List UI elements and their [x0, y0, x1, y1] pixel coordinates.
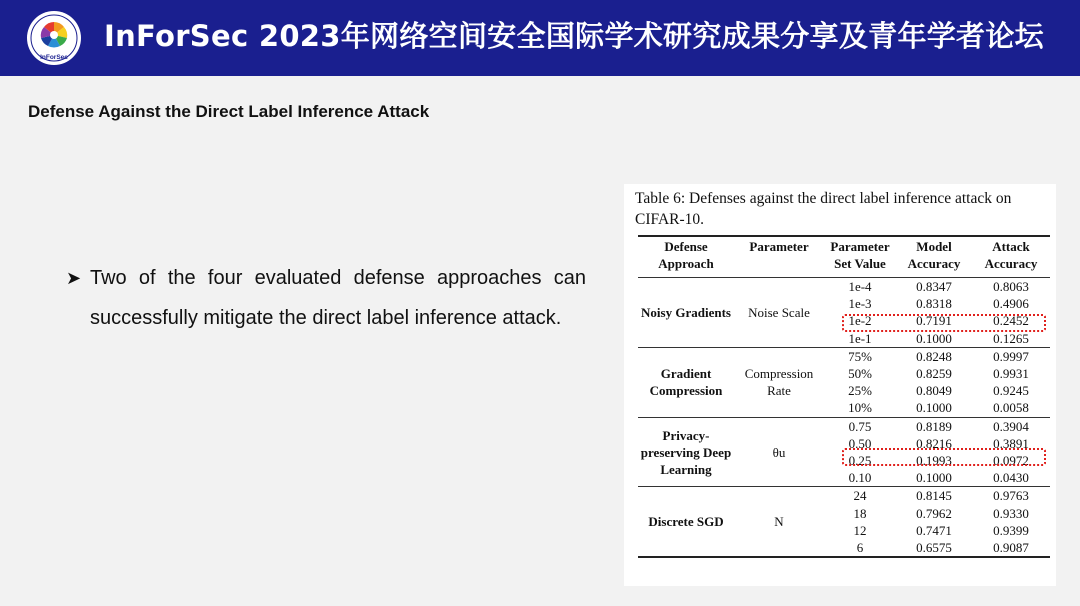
set-value-cell: 24 18 12 6: [824, 487, 896, 557]
header-model-accuracy: Model Accuracy: [896, 236, 972, 278]
parameter-cell: N: [734, 487, 824, 557]
table-row: [638, 278, 1050, 348]
header-parameter: Parameter: [734, 236, 824, 278]
approach-cell: Gradient Compression: [638, 347, 734, 417]
model-accuracy-cell: 0.8189 0.8216 0.1993 0.1000: [896, 417, 972, 487]
approach-cell: Discrete SGD: [638, 487, 734, 557]
set-value-cell: 75% 50% 25% 10%: [824, 347, 896, 417]
table-row: [638, 347, 1050, 417]
defense-table: [638, 235, 1050, 558]
bullet-text: Two of the four evaluated defense approaches can successfully mitigate the direct label inference attack.: [90, 267, 586, 329]
parameter-cell: Noise Scale: [734, 278, 824, 348]
header-defense-approach: Defense Approach: [638, 236, 734, 278]
table-header-row: [638, 236, 1050, 278]
approach-cell: Noisy Gradients: [638, 278, 734, 348]
table-row: [638, 487, 1050, 557]
svg-text:InForSec: InForSec: [40, 54, 68, 61]
table-caption: Table 6: Defenses against the direct label inference attack on CIFAR-10.: [635, 190, 1012, 228]
header-bar: [0, 0, 1080, 76]
attack-accuracy-cell: 0.9997 0.9931 0.9245 0.0058: [972, 347, 1050, 417]
bullet-point: [66, 258, 586, 338]
model-accuracy-cell: 0.8248 0.8259 0.8049 0.1000: [896, 347, 972, 417]
header-set-value: Parameter Set Value: [824, 236, 896, 278]
slide-title: Defense Against the Direct Label Inference Attack: [28, 102, 430, 121]
header-title: InForSec 2023年网络空间安全国际学术研究成果分享及青年学者论坛: [104, 19, 1044, 53]
header-attack-accuracy: Attack Accuracy: [972, 236, 1050, 278]
set-value-cell: 0.75 0.50 0.25 0.10: [824, 417, 896, 487]
table-row: [638, 417, 1050, 487]
model-accuracy-cell: 0.8145 0.7962 0.7471 0.6575: [896, 487, 972, 557]
model-accuracy-cell: 0.8347 0.8318 0.7191 0.1000: [896, 278, 972, 348]
parameter-cell: Compression Rate: [734, 347, 824, 417]
attack-accuracy-cell: 0.9763 0.9330 0.9399 0.9087: [972, 487, 1050, 557]
arrow-bullet-icon: ➤: [66, 268, 82, 288]
attack-accuracy-cell: 0.8063 0.4906 0.2452 0.1265: [972, 278, 1050, 348]
parameter-cell: θu: [734, 417, 824, 487]
attack-accuracy-cell: 0.3904 0.3891 0.0972 0.0430: [972, 417, 1050, 487]
approach-cell: Privacy-preserving Deep Learning: [638, 417, 734, 487]
inforsec-logo-icon: [26, 10, 82, 66]
set-value-cell: 1e-4 1e-3 1e-2 1e-1: [824, 278, 896, 348]
results-table-figure: [624, 184, 1056, 586]
